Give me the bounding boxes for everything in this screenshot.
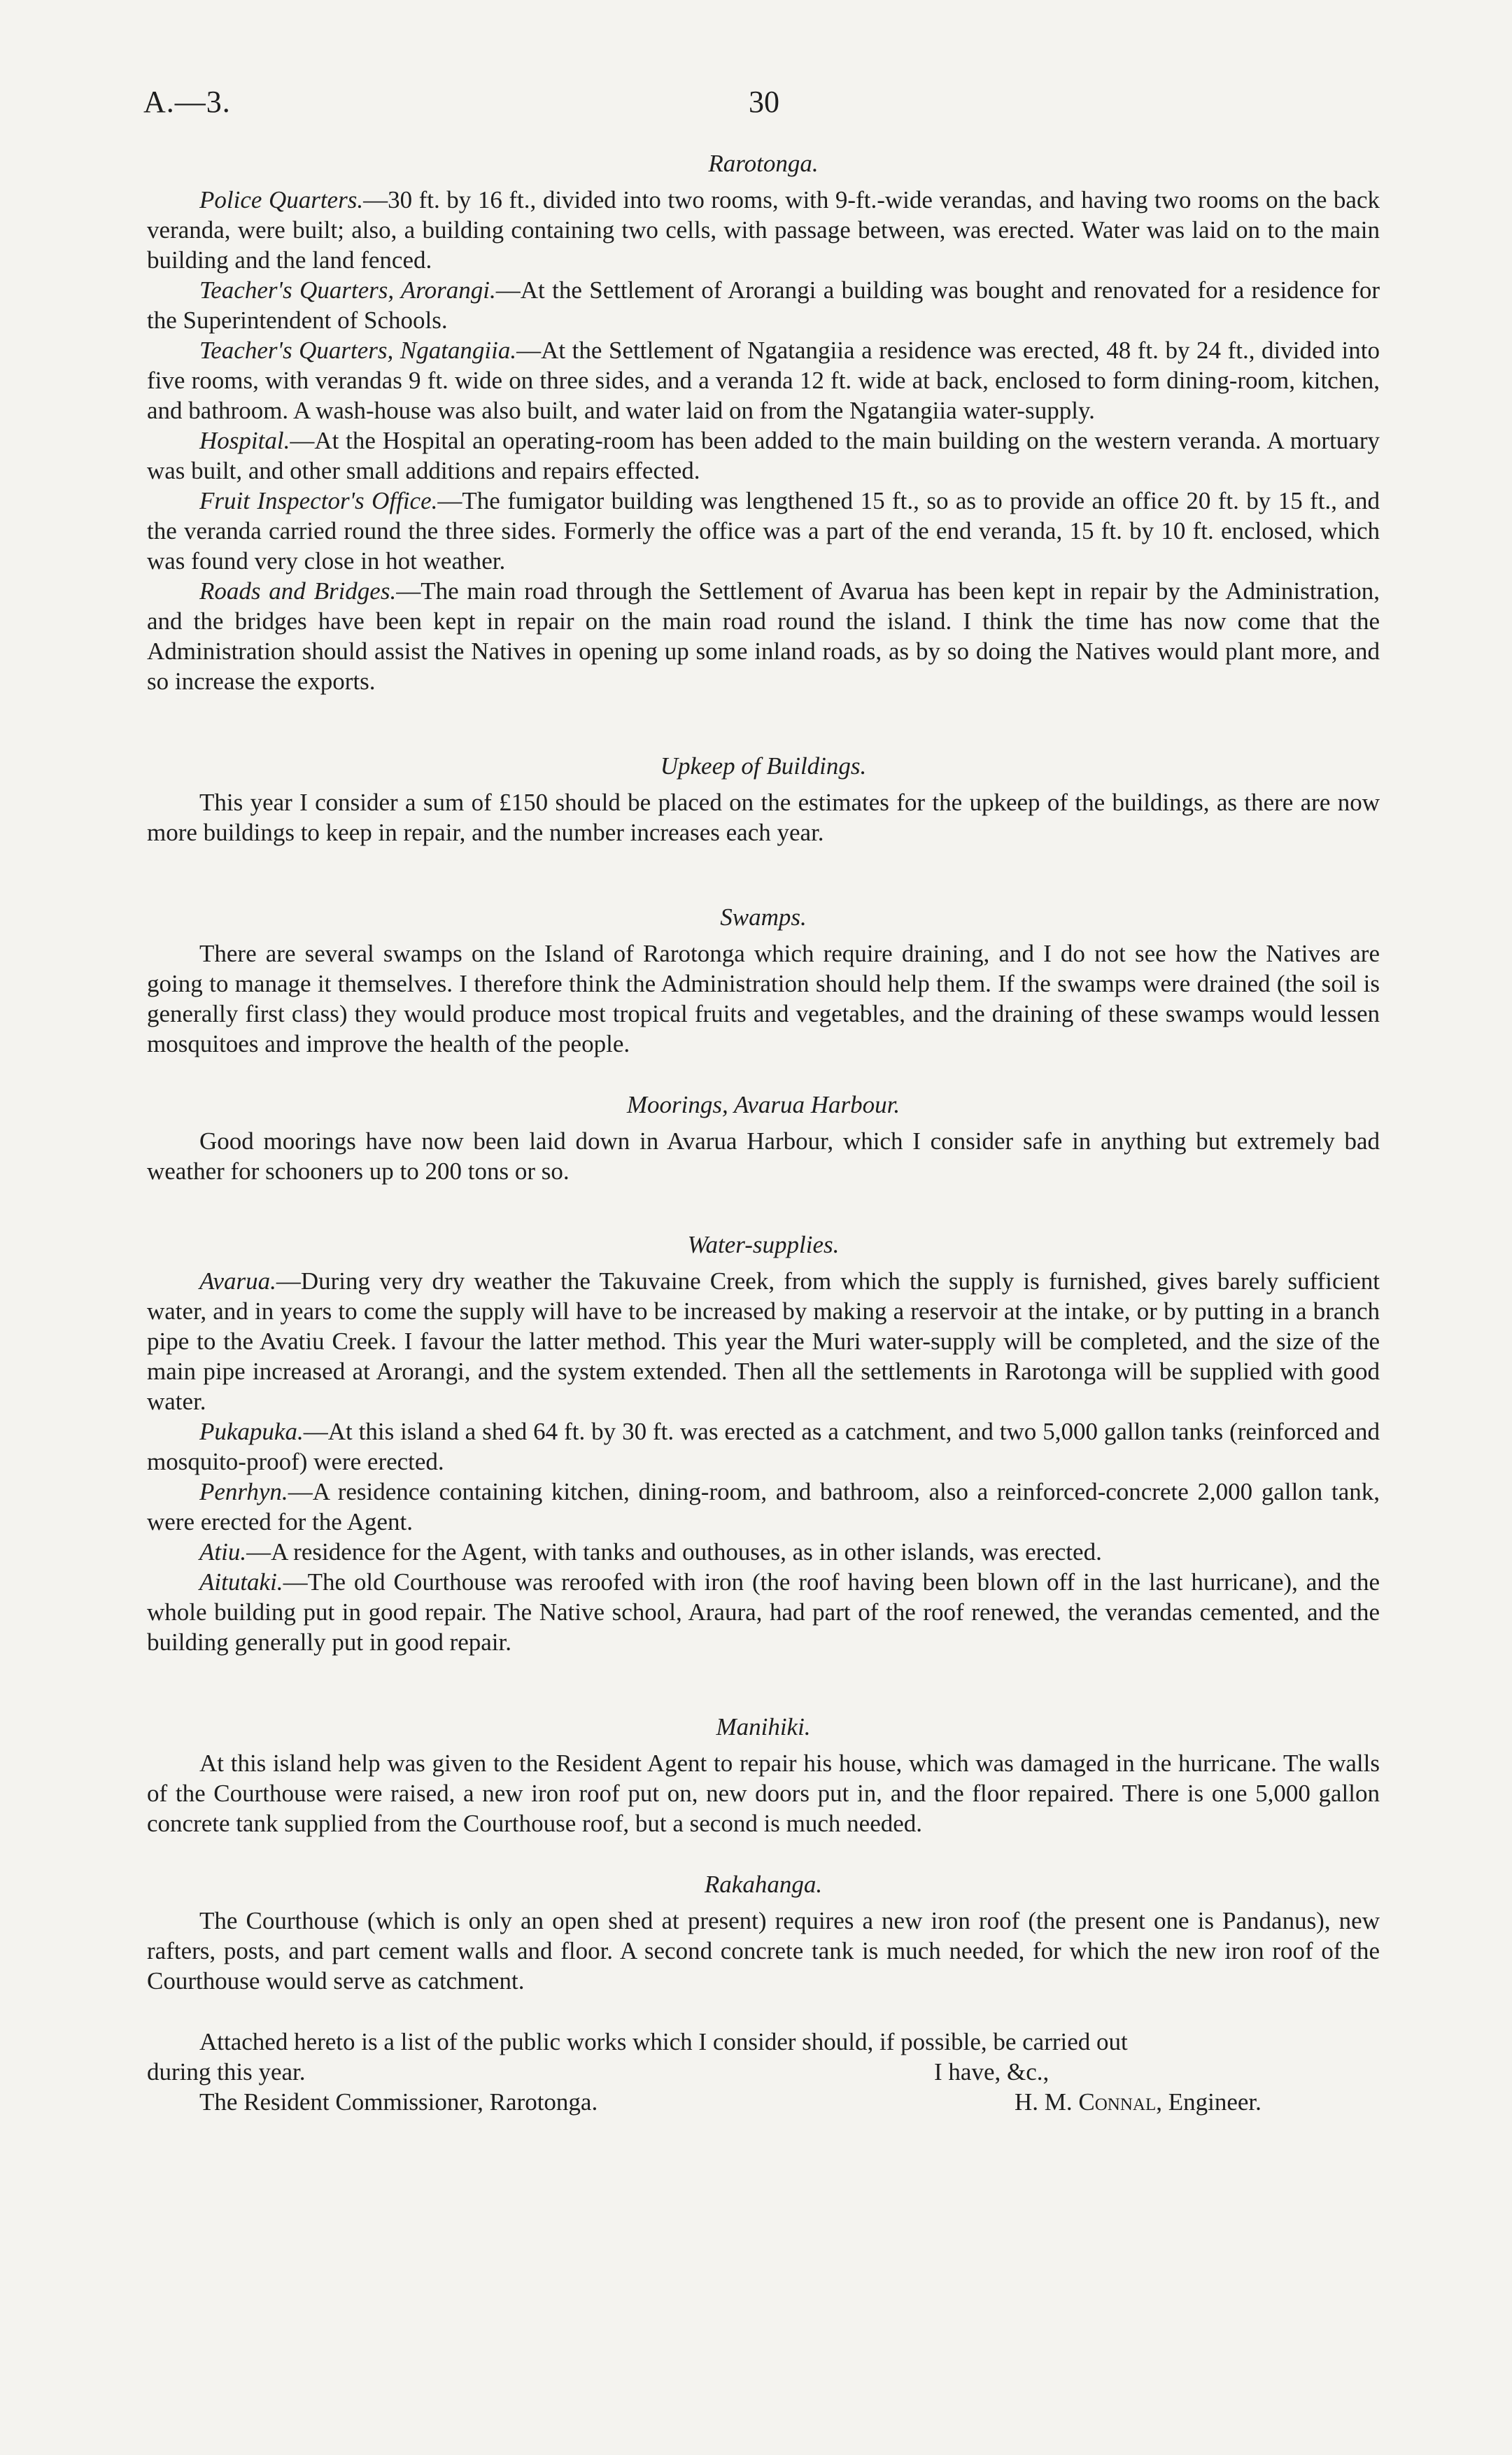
closing-row <box>147 2057 1380 2087</box>
paragraph-text: —At the Settlement of Ngatangiia a residence was erected, 48 ft. by 24 ft., divided into five rooms, with verandas 9 ft. wide on three sides, and a veranda 12 ft. wide at back, enclosed to form dining-room, kitchen, and bathroom. A wash-house was also built, and water laid on from the Ngatangiia water-supply. <box>147 337 1380 424</box>
paragraph <box>147 1537 1380 1567</box>
paragraph-lead: Hospital. <box>199 427 290 454</box>
paragraph-text: —During very dry weather the Takuvaine Creek, from which the supply is furnished, gives barely sufficient water, and in years to come the supply will have to be increased by making a reservoir at the intake, or by putting in a branch pipe to the Avatiu Creek. I favour the latter method. This year the Muri water-supply will be completed, and the size of the main pipe increased at Arorangi, and the system extended. Then all the settlements in Rarotonga will be supplied with good water. <box>147 1267 1380 1415</box>
page-header <box>143 84 1369 133</box>
signature <box>1015 2087 1262 2117</box>
paragraph <box>147 335 1380 425</box>
paragraph-lead: Teacher's Quarters, Ngatangiia. <box>199 337 517 364</box>
section-manihiki <box>147 1712 1380 1838</box>
paragraph <box>147 787 1380 847</box>
paragraph <box>147 425 1380 486</box>
paragraph-lead: Fruit Inspector's Office. <box>199 487 438 514</box>
section-rakahanga <box>147 1869 1380 1996</box>
document-body <box>147 148 1380 2117</box>
signature-row <box>147 2087 1380 2117</box>
spacer <box>147 1996 1380 2027</box>
page-number: 30 <box>749 85 779 119</box>
paragraph <box>147 576 1380 696</box>
section-heading: Swamps. <box>720 903 807 931</box>
paragraph-text: The Courthouse (which is only an open shed at present) requires a new iron roof (the present one is Pandanus), new rafters, posts, and part cement walls and floor. A second concrete tank is much needed, for which the new iron roof of the Courthouse would serve as catchment. <box>147 1907 1380 1995</box>
addressee: The Resident Commissioner, Rarotonga. <box>199 2088 598 2116</box>
paragraph <box>147 1906 1380 1996</box>
spacer <box>147 696 1380 751</box>
signatory-name: Connal <box>1078 2088 1157 2116</box>
spacer <box>147 1186 1380 1230</box>
section-heading: Rakahanga. <box>704 1871 823 1898</box>
section-heading: Water-supplies. <box>687 1231 840 1258</box>
paragraph-lead: Pukapuka. <box>199 1418 304 1445</box>
signatory-title: , Engineer. <box>1156 2088 1262 2116</box>
paragraph <box>147 1416 1380 1477</box>
paragraph <box>147 1477 1380 1537</box>
spacer <box>147 1059 1380 1090</box>
paragraph-lead: Atiu. <box>199 1538 247 1566</box>
section-moorings <box>147 1090 1380 1186</box>
signatory-initials: H. M. <box>1015 2088 1073 2116</box>
spacer <box>147 1838 1380 1869</box>
paragraph-text: Good moorings have now been laid down in Avarua Harbour, which I consider safe in anything but extremely bad weather for schooners up to 200 tons or so. <box>147 1127 1380 1185</box>
paragraph-text: —The main road through the Settlement of Avarua has been kept in repair by the Administration, and the bridges have been kept in repair on the main road round the island. I think the time has now come that the Administration should assist the Natives in opening up some inland roads, as by so doing the Natives would plant more, and so increase the exports. <box>147 577 1380 695</box>
paragraph-lead: Penrhyn. <box>199 1478 288 1505</box>
paragraph-text: —At the Settlement of Arorangi a building was bought and renovated for a residence for the Superintendent of Schools. <box>147 276 1380 334</box>
paragraph-lead: Roads and Bridges. <box>199 577 397 605</box>
spacer <box>147 847 1380 902</box>
section-heading: Rarotonga. <box>708 150 819 177</box>
section-swamps <box>147 902 1380 1059</box>
paragraph <box>147 486 1380 576</box>
paragraph-lead: Police Quarters. <box>199 186 364 213</box>
paragraph-text: —At the Hospital an operating-room has been added to the main building on the western veranda. A mortuary was built, and other small additions and repairs effected. <box>147 427 1380 484</box>
paragraph-text: —The old Courthouse was reroofed with iron (the roof having been blown off in the last hurricane), and the whole building put in good repair. The Native school, Araura, had part of the roof renewed, the verandas cemented, and the building generally put in good repair. <box>147 1568 1380 1656</box>
paragraph-text: —A residence containing kitchen, dining-room, and bathroom, also a reinforced-concrete 2,000 gallon tank, were erected for the Agent. <box>147 1478 1380 1535</box>
paragraph-text: At this island help was given to the Resident Agent to repair his house, which was damaged in the hurricane. The walls of the Courthouse were raised, a new iron roof put on, new doors put in, and the floor repaired. There is one 5,000 gallon concrete tank supplied from the Courthouse roof, but a second is much needed. <box>147 1750 1380 1837</box>
section-heading: Upkeep of Buildings. <box>660 752 867 780</box>
paragraph <box>147 1748 1380 1838</box>
document-reference: A.—3. <box>143 85 231 119</box>
paragraph <box>147 1126 1380 1186</box>
section-upkeep-of-buildings <box>147 751 1380 847</box>
paragraph-lead: Avarua. <box>199 1267 276 1295</box>
closing-block <box>147 2027 1380 2117</box>
paragraph-lead: Teacher's Quarters, Arorangi. <box>199 276 496 304</box>
spacer <box>147 1657 1380 1712</box>
paragraph <box>147 185 1380 275</box>
section-heading: Manihiki. <box>716 1713 811 1740</box>
paragraph-text: There are several swamps on the Island of Rarotonga which require draining, and I do not see how the Natives are going to manage it themselves. I therefore think the Administration should help them. If the swamps were drained (the soil is generally first class) they would produce most tropical fruits and vegetables, and the draining of these swamps would lessen mosquitoes and improve the health of the people. <box>147 940 1380 1057</box>
closing-line: during this year. <box>147 2058 306 2085</box>
section-heading: Moorings, Avarua Harbour. <box>626 1091 900 1118</box>
paragraph <box>147 1266 1380 1416</box>
paragraph-text: —30 ft. by 16 ft., divided into two rooms, with 9-ft.-wide verandas, and having two rooms on the back veranda, were built; also, a building containing two cells, with passage between, was erected. Water was laid on to the main building and the land fenced. <box>147 186 1380 274</box>
paragraph <box>147 275 1380 335</box>
paragraph-text: —At this island a shed 64 ft. by 30 ft. was erected as a catchment, and two 5,000 gallon tanks (reinforced and mosquito-proof) were erected. <box>147 1418 1380 1475</box>
paragraph-text: —A residence for the Agent, with tanks and outhouses, as in other islands, was erected. <box>246 1538 1102 1566</box>
paragraph-lead: Aitutaki. <box>199 1568 283 1596</box>
paragraph <box>147 938 1380 1059</box>
section-rarotonga <box>147 148 1380 696</box>
paragraph-text: This year I consider a sum of £150 should be placed on the estimates for the upkeep of the buildings, as there are now more buildings to keep in repair, and the number increases each year. <box>147 789 1380 846</box>
paragraph <box>147 1567 1380 1657</box>
paragraph-text: —The fumigator building was lengthened 15 ft., so as to provide an office 20 ft. by 15 ft., and the veranda carried round the three sides. Formerly the office was a part of the end veranda, 15 ft. by 10 ft. enclosed, which was found very close in hot weather. <box>147 487 1380 575</box>
section-water-supplies <box>147 1230 1380 1657</box>
salutation: I have, &c., <box>934 2058 1050 2085</box>
closing-paragraph: Attached hereto is a list of the public works which I consider should, if possible, be carried out <box>199 2028 1128 2055</box>
